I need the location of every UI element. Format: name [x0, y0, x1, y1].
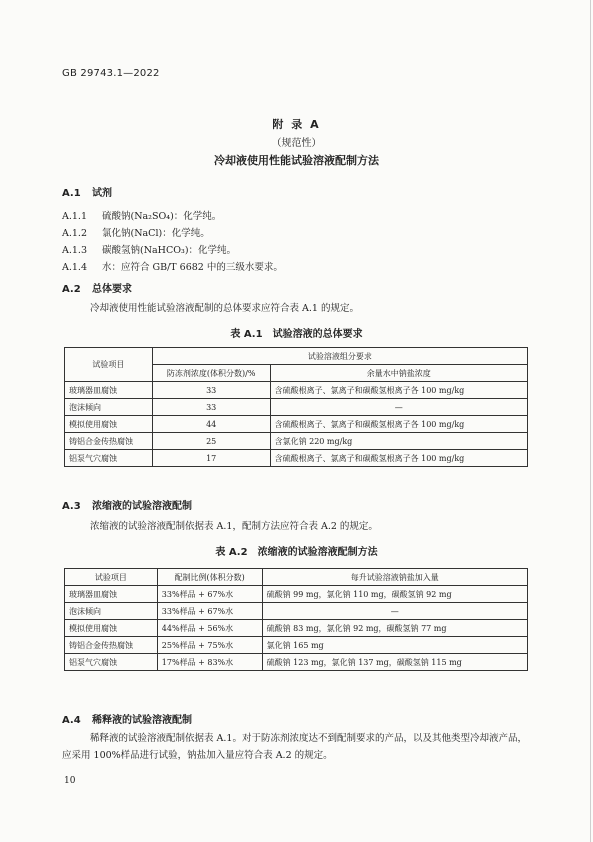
table-row	[65, 637, 528, 654]
cell-conc: 33	[152, 382, 270, 399]
section-title: 总体要求	[92, 284, 132, 295]
table-row	[65, 603, 528, 620]
item-text: 硫酸钠(Na₂SO₄)：化学纯。	[102, 211, 222, 222]
table-header-salt: 余量水中钠盐浓度	[270, 365, 527, 382]
section-a2-heading	[62, 280, 132, 295]
table-a2-caption: 表 A.2 浓缩液的试验溶液配制方法	[215, 547, 378, 558]
table-row	[65, 433, 528, 450]
cell-salt: 氯化钠 165 mg	[262, 637, 527, 654]
cell-item: 模拟使用腐蚀	[65, 620, 158, 637]
table-row	[65, 620, 528, 637]
cell-salt: 含硫酸根离子、氯离子和碳酸氢根离子各 100 mg/kg	[270, 382, 527, 399]
a4-paragraph: 稀释液的试验溶液配制依据表 A.1。对于防冻剂浓度达不到配制要求的产品，以及其他类型冷却液产品，应采用 100%样品进行试验，钠盐加入量应符合表 A.2 的规定。	[62, 733, 527, 761]
table-header-conc: 防冻剂浓度(体积分数)/%	[152, 365, 270, 382]
table-row	[65, 654, 528, 671]
section-number: A.4	[62, 715, 81, 726]
cell-item: 模拟使用腐蚀	[65, 416, 153, 433]
a2-paragraph: 冷却液使用性能试验溶液配制的总体要求应符合表 A.1 的规定。	[90, 303, 359, 314]
cell-item: 铝泵气穴腐蚀	[65, 654, 158, 671]
table-row	[65, 399, 528, 416]
cell-salt: 含氯化钠 220 mg/kg	[270, 433, 527, 450]
table-row	[65, 586, 528, 603]
cell-item: 铝泵气穴腐蚀	[65, 450, 153, 467]
table-a2	[64, 568, 528, 671]
section-title: 浓缩液的试验溶液配制	[92, 501, 192, 512]
standard-number: GB 29743.1—2022	[62, 68, 160, 79]
cell-item: 泡沫倾向	[65, 399, 153, 416]
section-title: 试剂	[92, 188, 112, 199]
table-header-ratio: 配制比例(体积分数)	[157, 569, 262, 586]
cell-item: 玻璃器皿腐蚀	[65, 382, 153, 399]
section-a1-heading	[62, 184, 112, 199]
section-number: A.3	[62, 501, 81, 512]
cell-item: 铸铝合金传热腐蚀	[65, 433, 153, 450]
cell-conc: 17	[152, 450, 270, 467]
cell-salt: 含硫酸根离子、氯离子和碳酸氢根离子各 100 mg/kg	[270, 450, 527, 467]
cell-conc: 33	[152, 399, 270, 416]
cell-ratio: 44%样品 + 56%水	[157, 620, 262, 637]
cell-salt: 含硫酸根离子、氯离子和碳酸氢根离子各 100 mg/kg	[270, 416, 527, 433]
reagent-item	[62, 208, 221, 222]
cell-salt: 硫酸钠 83 mg，氯化钠 92 mg，碳酸氢钠 77 mg	[262, 620, 527, 637]
table-header-row	[65, 569, 528, 586]
cell-ratio: 17%样品 + 83%水	[157, 654, 262, 671]
table-row	[65, 450, 528, 467]
section-number: A.2	[62, 284, 81, 295]
table-row	[65, 416, 528, 433]
cell-salt: 硫酸钠 123 mg，氯化钠 137 mg，碳酸氢钠 115 mg	[262, 654, 527, 671]
cell-ratio: 33%样品 + 67%水	[157, 586, 262, 603]
cell-item: 玻璃器皿腐蚀	[65, 586, 158, 603]
section-a4-heading	[62, 711, 192, 726]
table-a1-caption: 表 A.1 试验溶液的总体要求	[230, 329, 363, 340]
reagent-item	[62, 242, 236, 256]
table-row	[65, 382, 528, 399]
table-a1	[64, 347, 528, 467]
reagent-item	[62, 259, 283, 273]
section-number: A.1	[62, 188, 81, 199]
table-header-item: 试验项目	[65, 569, 158, 586]
cell-conc: 44	[152, 416, 270, 433]
item-number: A.1.3	[62, 245, 87, 256]
table-header-salt: 每升试验溶液钠盐加入量	[262, 569, 527, 586]
a3-paragraph: 浓缩液的试验溶液配制依据表 A.1，配制方法应符合表 A.2 的规定。	[90, 521, 378, 532]
cell-conc: 25	[152, 433, 270, 450]
cell-salt: —	[270, 399, 527, 416]
cell-ratio: 33%样品 + 67%水	[157, 603, 262, 620]
item-number: A.1.1	[62, 211, 87, 222]
cell-salt: 硫酸钠 99 mg，氯化钠 110 mg，碳酸氢钠 92 mg	[262, 586, 527, 603]
cell-item: 泡沫倾向	[65, 603, 158, 620]
item-text: 碳酸氢钠(NaHCO₃)：化学纯。	[102, 245, 237, 256]
cell-salt: —	[262, 603, 527, 620]
page-number: 10	[64, 776, 76, 786]
section-title: 稀释液的试验溶液配制	[92, 715, 192, 726]
appendix-title: 附 录 A	[272, 118, 321, 131]
reagent-item	[62, 225, 210, 239]
table-header-group: 试验溶液组分要求	[152, 348, 527, 365]
table-header-item: 试验项目	[65, 348, 153, 382]
item-number: A.1.2	[62, 228, 87, 239]
cell-item: 铸铝合金传热腐蚀	[65, 637, 158, 654]
item-text: 水：应符合 GB/T 6682 中的三级水要求。	[102, 262, 283, 273]
section-a3-heading	[62, 497, 192, 512]
cell-ratio: 25%样品 + 75%水	[157, 637, 262, 654]
appendix-name: 冷却液使用性能试验溶液配制方法	[214, 154, 379, 167]
item-text: 氯化钠(NaCl)：化学纯。	[102, 228, 210, 239]
appendix-normative: （规范性）	[271, 138, 322, 149]
item-number: A.1.4	[62, 262, 87, 273]
